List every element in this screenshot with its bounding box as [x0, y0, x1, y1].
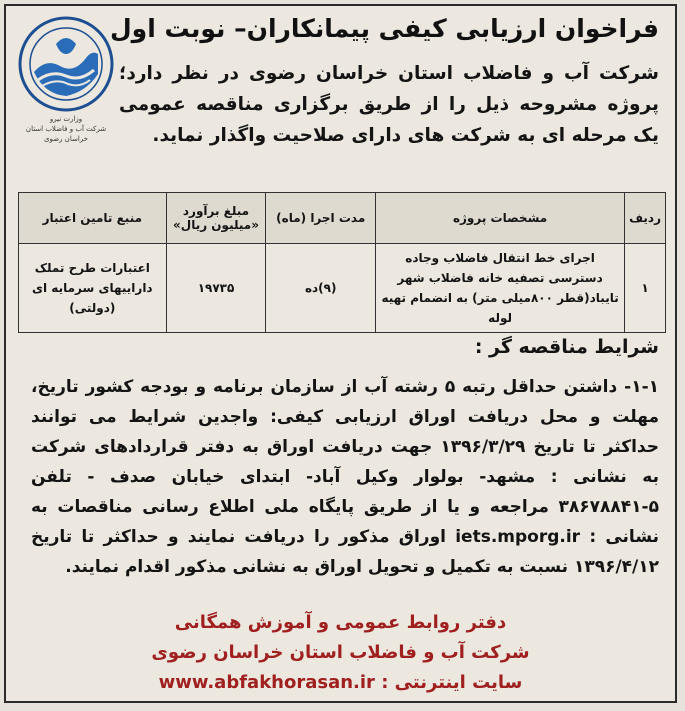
- conditions-part1: ۱-۱- داشتن حداقل رتبه ۵ رشته آب از سازمان برنامه و بودجه کشور تاریخ، مهلت و محل دریافت اوراق ارزیابی کیفی: واجدین شرایط می توانند حداکثر تا تاریخ ۱۳۹۶/۳/۲۹ جهت دریافت اوراق به دفتر قراردادهای شرکت به نشانی : مشهد- بولوار وکیل آباد- ابتدای خیابان صدف - تلفن ۵-۳۸۶۷۸۸۴۱ مراجعه و یا از طریق پایگاه ملی اطلاع رسانی مناقصات به نشانی :: [31, 377, 660, 547]
- cell-project-spec: اجرای خط انتقال فاضلاب وجاده دسترسی تصفیه خانه فاضلاب شهر تایباد(قطر ۸۰۰میلی متر) به انضمام تهیه لوله: [376, 244, 625, 333]
- table-row: [19, 244, 666, 333]
- cell-duration: (۹)ده: [266, 244, 376, 333]
- header-row-number: ردیف: [625, 193, 666, 244]
- table-header-row: [19, 193, 666, 244]
- tender-notice: [4, 4, 677, 703]
- notice-title: فراخوان ارزیابی کیفی پیمانکاران– نوبت اول: [109, 14, 659, 43]
- header-funding: منبع تامین اعتبار: [19, 193, 167, 244]
- conditions-part2: اوراق مذکور را دریافت نمایند و حداکثر تا تاریخ ۱۳۹۶/۴/۱۲ نسبت به تکمیل و تحویل اوراق به نشانی مذکور اقدام نمایند.: [31, 527, 659, 577]
- logo-caption-company: شرکت آب و فاضلاب استان خراسان رضوی: [25, 125, 107, 143]
- notice-intro: شرکت آب و فاضلاب استان خراسان رضوی در نظر دارد؛ پروژه مشروحه ذیل را از طریق برگزاری مناقصه عمومی یک مرحله ای به شرکت های دارای صلاحیت واگذار نماید.: [119, 63, 659, 146]
- footer-site-label: سایت اینترنتی :: [381, 672, 523, 693]
- water-drop-logo-icon: [16, 14, 116, 114]
- tender-portal-link[interactable]: iets.mporg.ir: [455, 527, 581, 547]
- project-table: [18, 192, 666, 333]
- header-estimate: مبلغ برآورد «میلیون ریال»: [166, 193, 266, 244]
- conditions-title: شرایط مناقصه گر :: [474, 336, 659, 358]
- logo-caption-ministry: وزارت نیرو: [49, 115, 83, 123]
- header-project-spec: مشخصات پروژه: [376, 193, 625, 244]
- footer: [6, 608, 675, 698]
- cell-estimate: ۱۹۷۳۵: [166, 244, 266, 333]
- header-duration: مدت اجرا (ماه): [266, 193, 376, 244]
- conditions-text: [31, 372, 659, 582]
- cell-funding: اعتبارات طرح تملک داراییهای سرمایه ای (دولتی): [19, 244, 167, 333]
- cell-row-number: ۱: [625, 244, 666, 333]
- footer-department: دفتر روابط عمومی و آموزش همگانی: [174, 612, 507, 633]
- footer-website-line: [6, 668, 675, 698]
- company-logo: [16, 14, 116, 143]
- footer-site-url[interactable]: www.abfakhorasan.ir: [158, 672, 375, 693]
- footer-company: شرکت آب و فاضلاب استان خراسان رضوی: [151, 642, 530, 663]
